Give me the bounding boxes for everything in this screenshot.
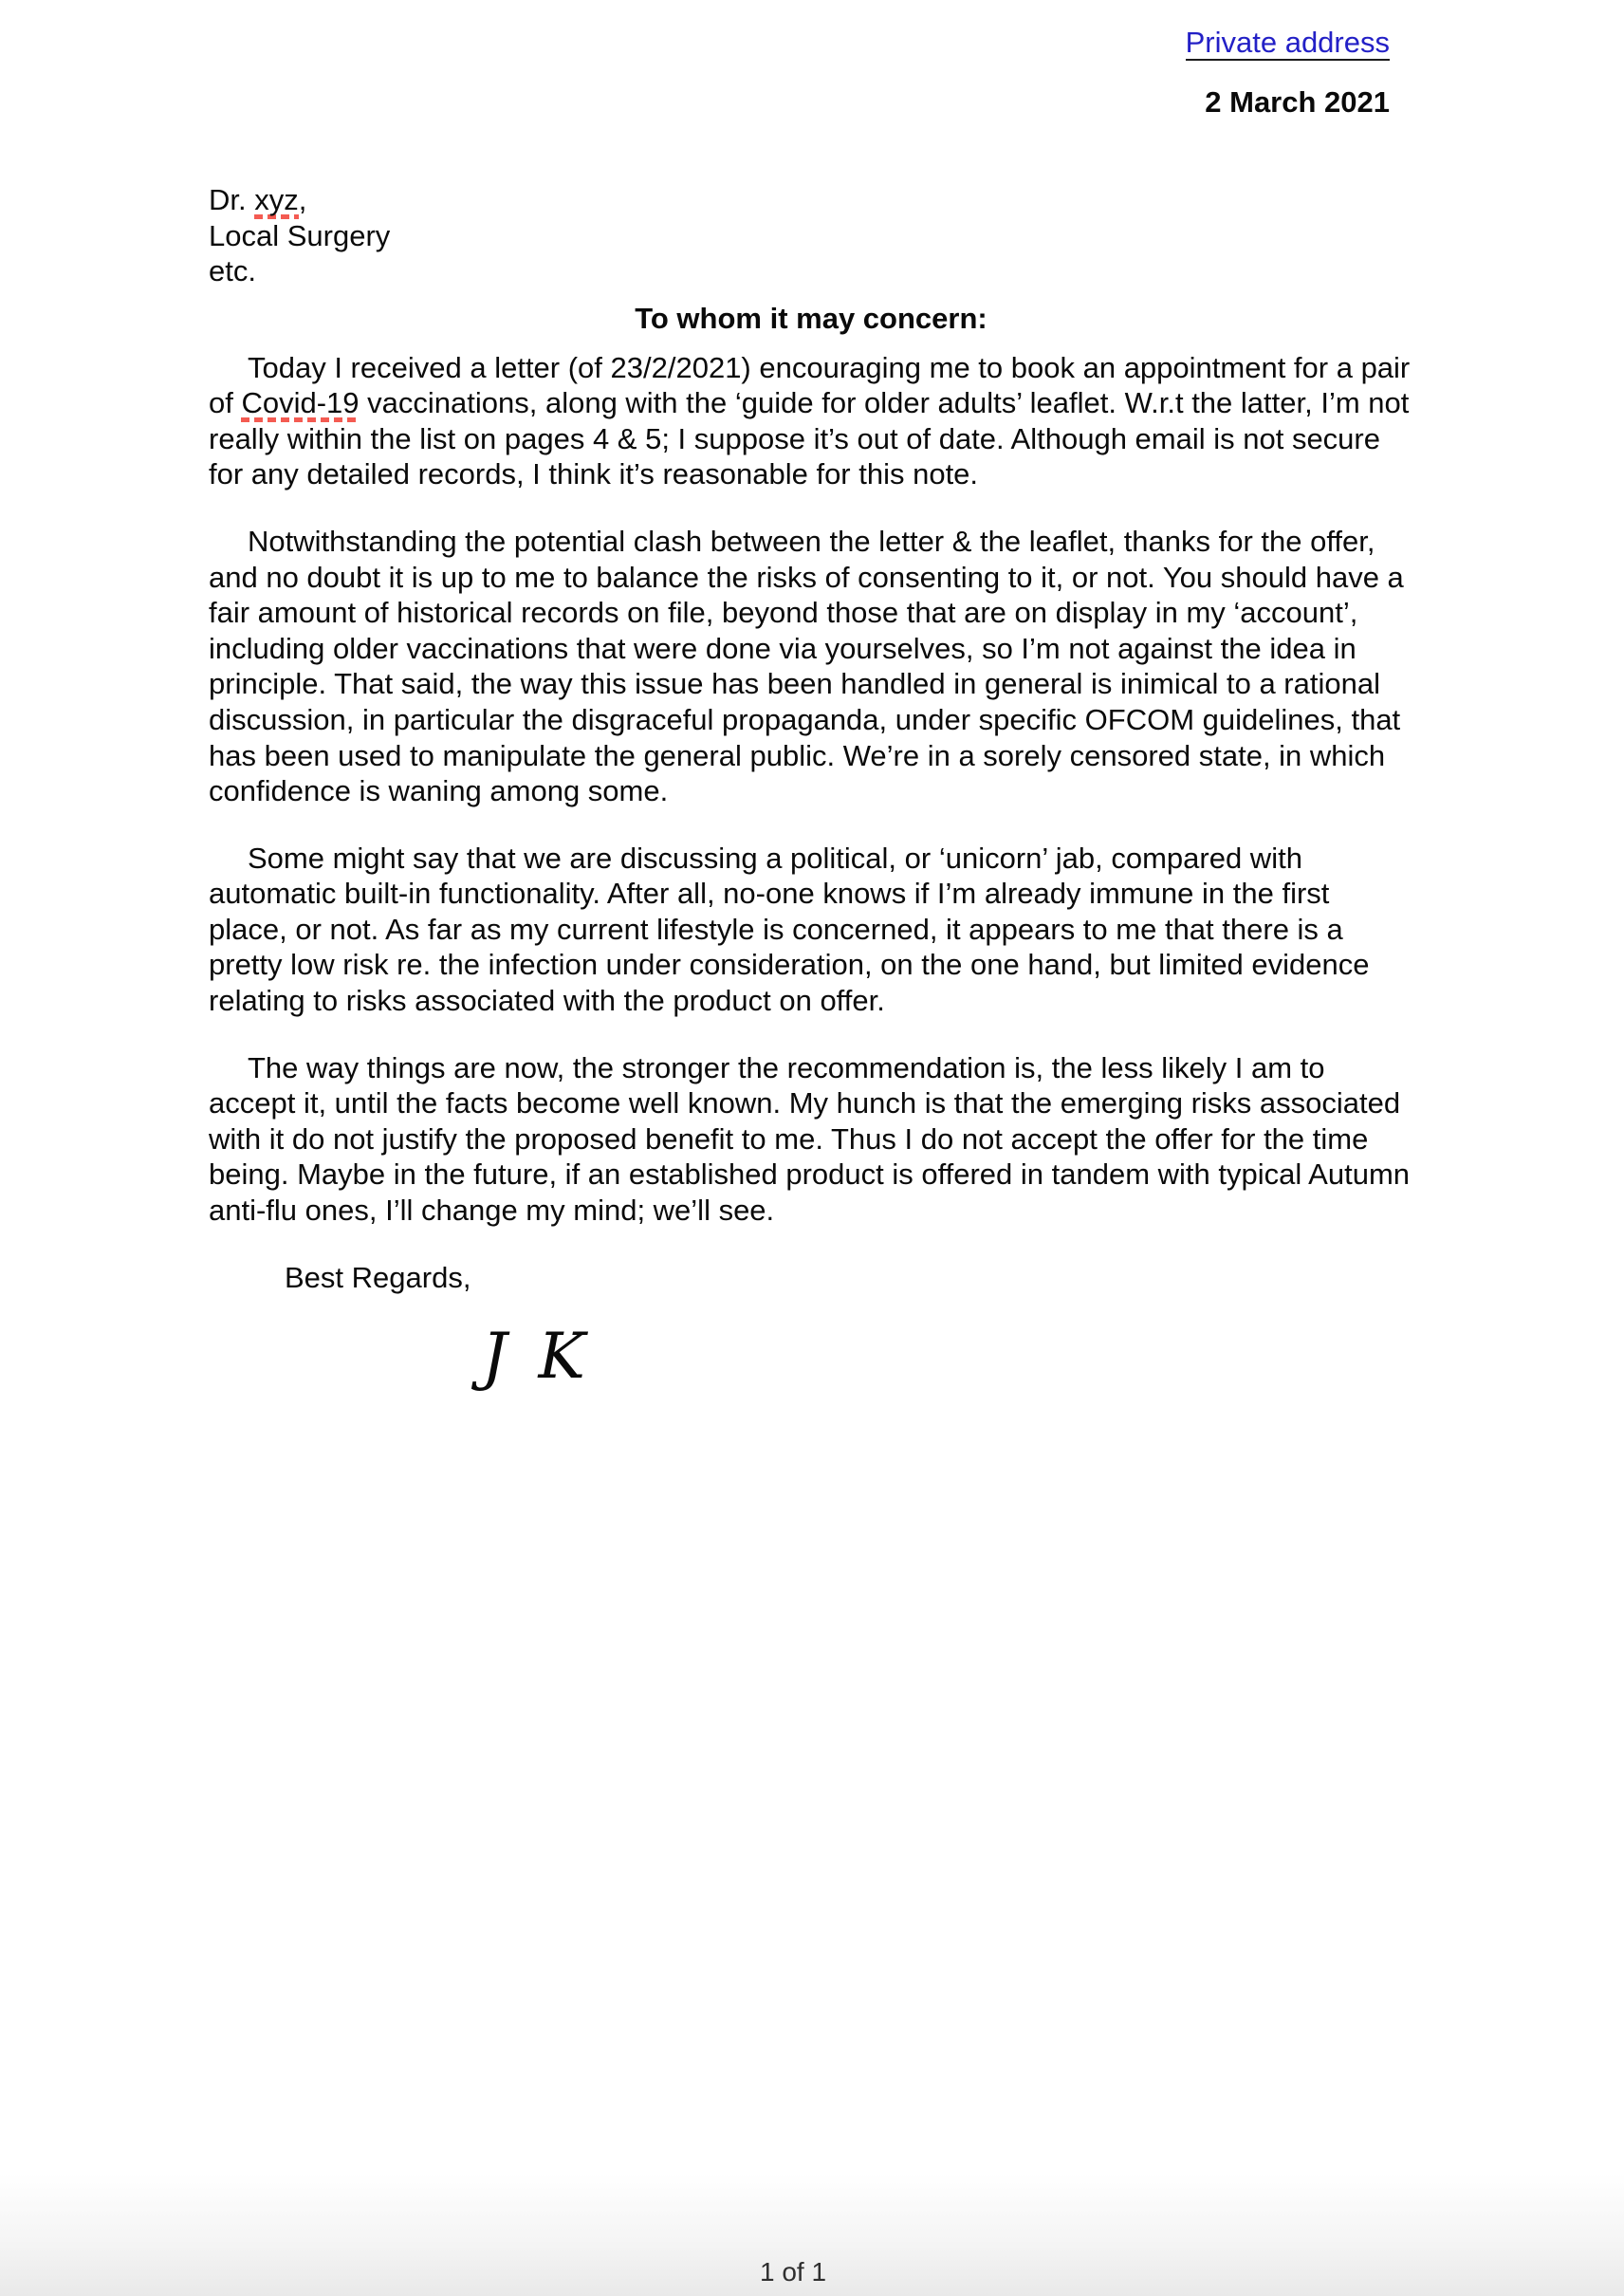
private-address-link[interactable]: Private address bbox=[1185, 26, 1390, 59]
recipient-prefix: Dr. bbox=[209, 183, 255, 217]
closing-line: Best Regards, bbox=[285, 1260, 471, 1294]
footer-bar bbox=[0, 2173, 1624, 2296]
recipient-suffix: , bbox=[298, 183, 307, 217]
letter-body bbox=[209, 182, 1413, 1394]
recipient-line-1 bbox=[209, 182, 1413, 218]
recipient-line-3: etc. bbox=[209, 254, 256, 288]
recipient-line-2: Local Surgery bbox=[209, 218, 391, 252]
letter-date: 2 March 2021 bbox=[1205, 84, 1390, 119]
recipient-block bbox=[209, 182, 1413, 289]
letterhead bbox=[0, 0, 1624, 120]
recipient-name-misspelled: xyz bbox=[254, 183, 299, 219]
paragraph-1-misspelled-word: Covid-19 bbox=[241, 386, 359, 422]
paragraph-3: Some might say that we are discussing a political, or ‘unicorn’ jab, compared with automatic built-in functionality. After all, no-one knows if I’m already immune in the first place, or not. As far as my current lifestyle is concerned, it appears to me that there is a pretty low risk re. the infection under consideration, on the one hand, but limited evidence relating to risks associated with the product on offer. bbox=[209, 841, 1370, 1018]
paragraph-1-text-a: Today I received a letter (of 23/2/2021) encouraging me to book an appointment for a pair of bbox=[209, 350, 1411, 420]
page-indicator: 1 of 1 bbox=[759, 2257, 827, 2287]
paragraph-1-text-b: vaccinations, along with the ‘guide for older adults’ leaflet. W.r.t the latter, I’m not really within the list on pages 4 & 5; I suppose it’s out of date. Although email is not secure for any detailed records, I think it’s reasonable for this note. bbox=[209, 386, 1410, 491]
paragraph-4: The way things are now, the stronger the recommendation is, the less likely I am to accept it, until the facts become well known. My hunch is that the emerging risks associated with it do not justify the proposed benefit to me. Thus I do not accept the offer for the time being. Maybe in the future, if an established product is offered in tandem with typical Autumn anti-flu ones, I’ll change my mind; we’ll see. bbox=[209, 1050, 1411, 1228]
paragraph-2: Notwithstanding the potential clash between the letter & the leaflet, thanks for the offer, and no doubt it is up to me to balance the risks of consenting to it, or not. You should have a fair amount of historical records on file, beyond those that are on display in my ‘account’, including older vaccinations that were done via yourselves, so I’m not against the idea in principle. That said, the way this issue has been handled in general is inimical to a rational discussion, in particular the disgraceful propaganda, under specific OFCOM guidelines, that has been used to manipulate the general public. We’re in a sorely censored state, in which confidence is waning among some. bbox=[209, 524, 1404, 808]
handwritten-signature: J K bbox=[482, 1320, 591, 1394]
sender-address-line bbox=[0, 25, 1390, 61]
paragraph-1 bbox=[209, 350, 1413, 492]
salutation-heading: To whom it may concern: bbox=[635, 301, 987, 335]
